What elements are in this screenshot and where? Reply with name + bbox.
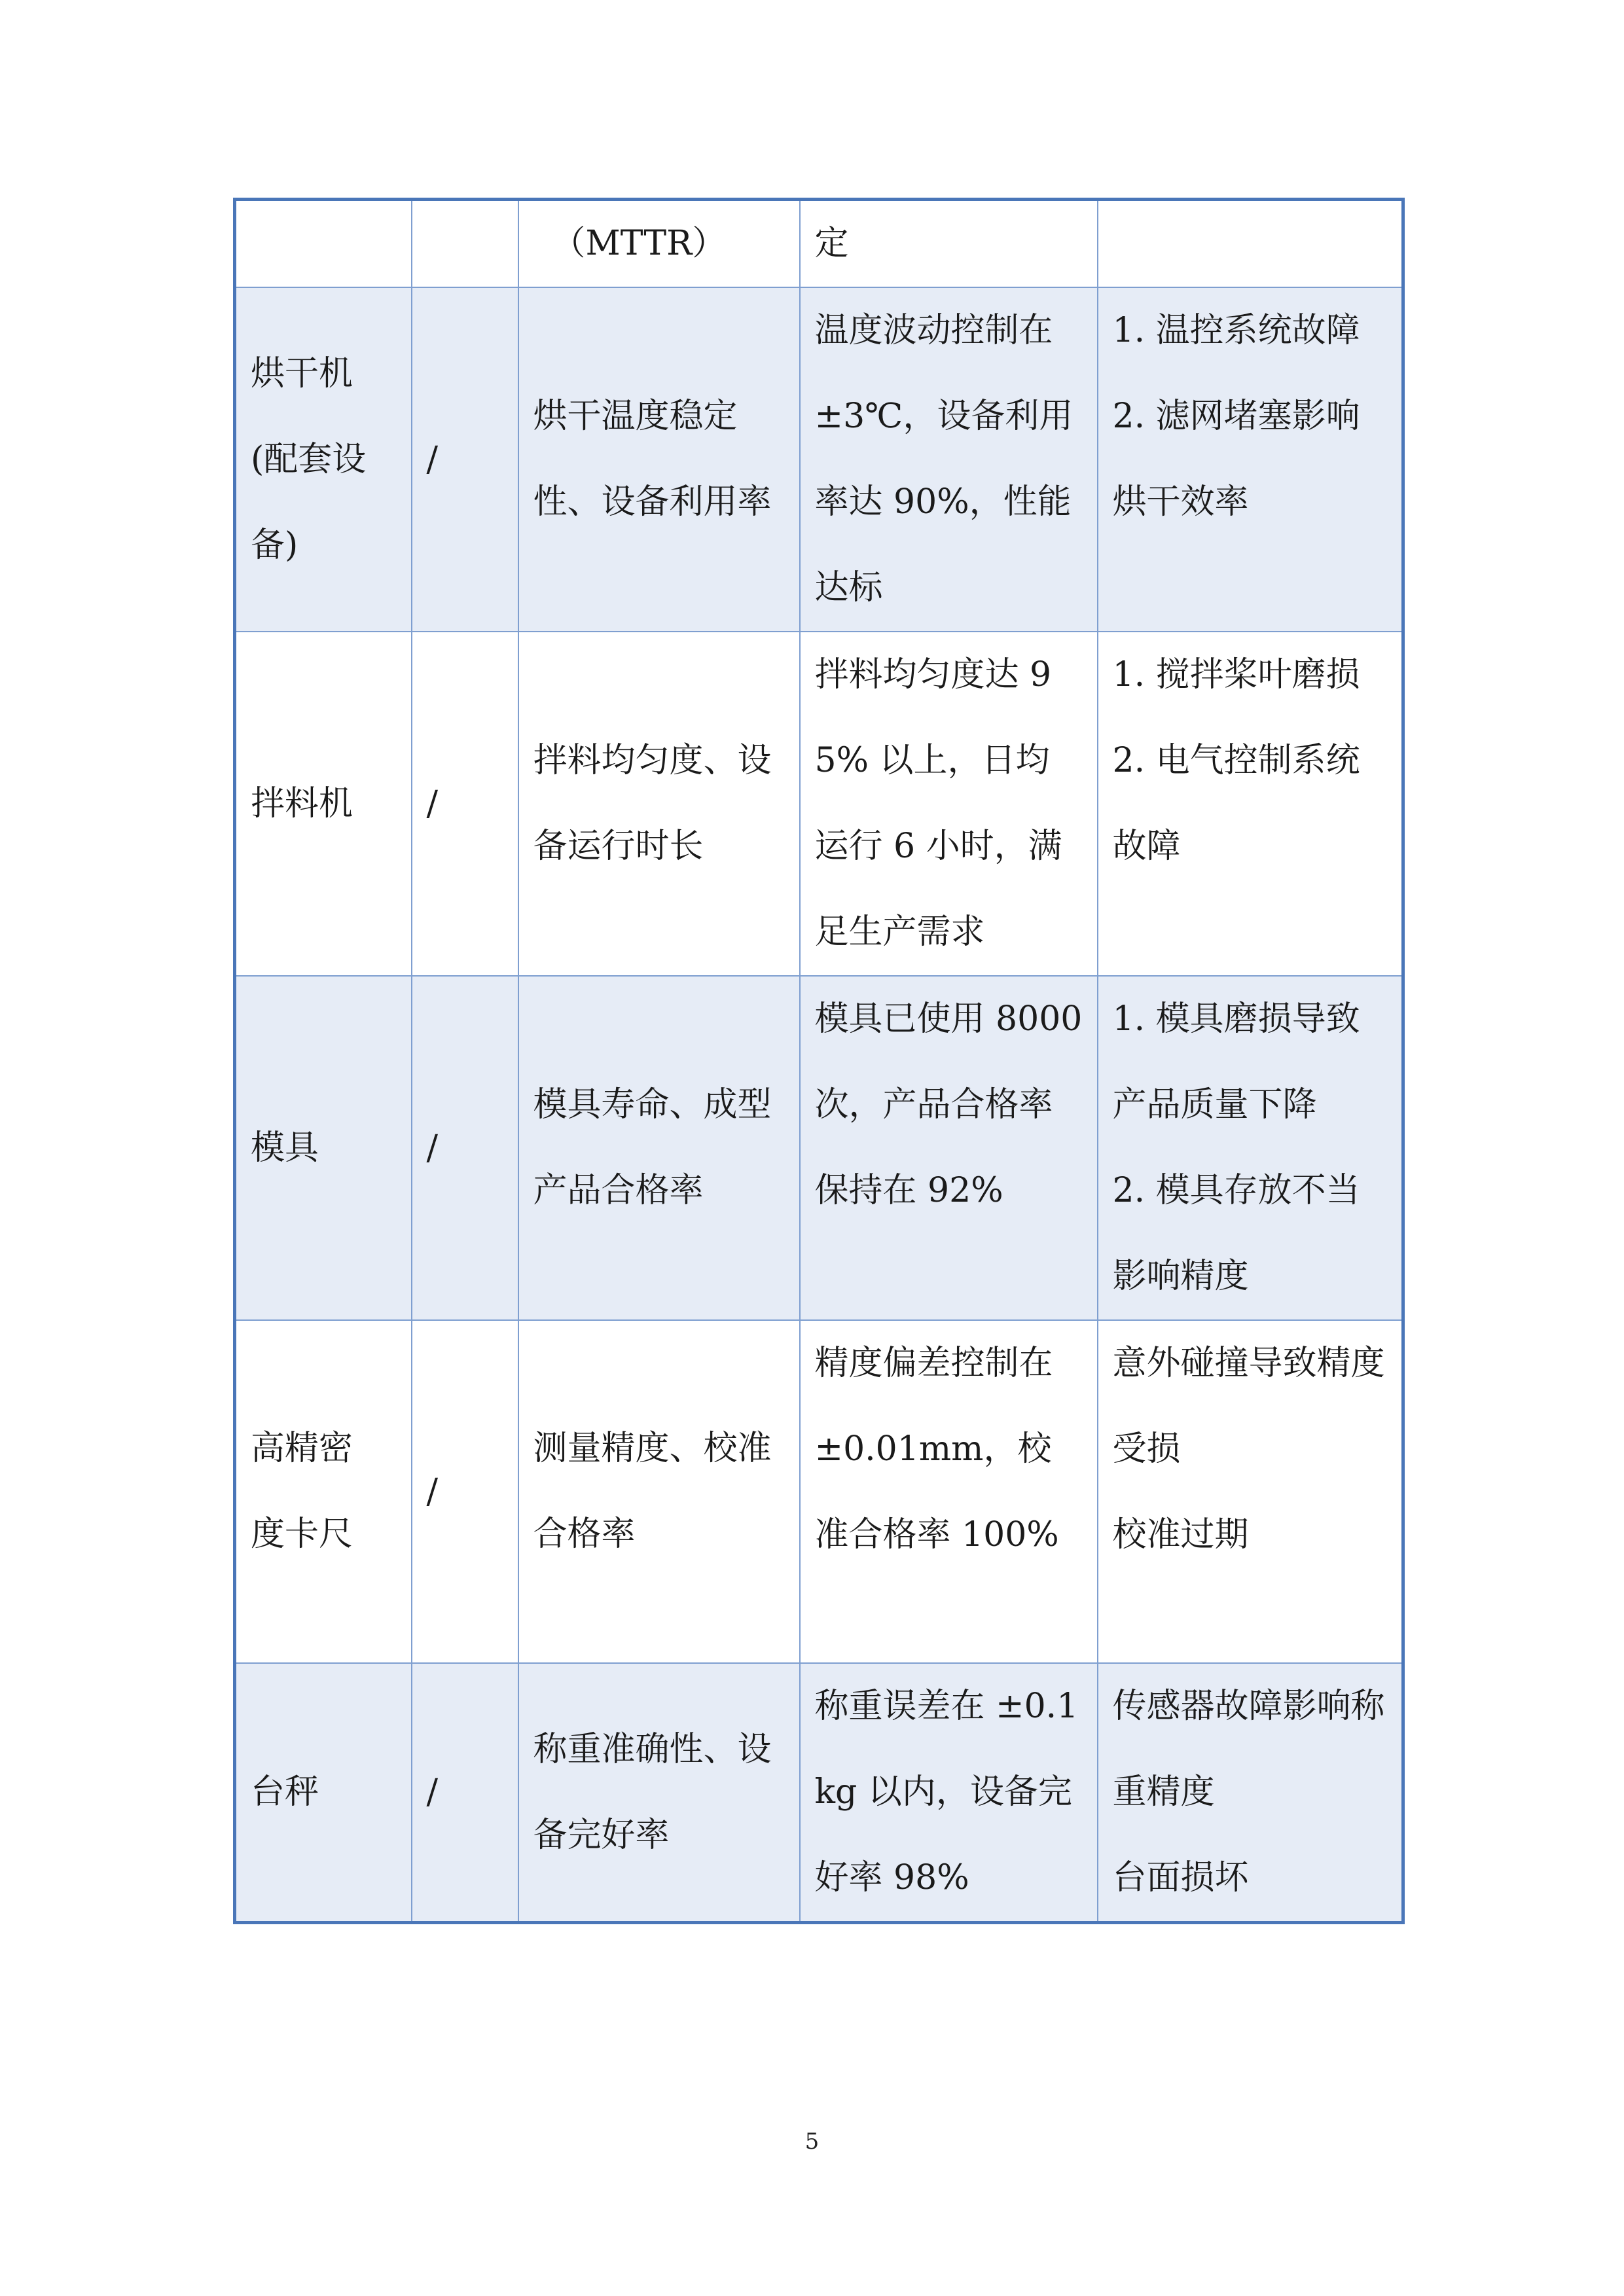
- page-number: 5: [804, 2128, 820, 2155]
- device-name-cell: 高精密度卡尺: [235, 1320, 412, 1663]
- table-row-mixer: [235, 632, 1403, 976]
- table-cell: （MTTR）: [518, 200, 800, 288]
- table-cell: [1098, 200, 1403, 288]
- spec-cell: /: [412, 287, 518, 632]
- table-row-dryer: [235, 287, 1403, 632]
- indicator-cell: 称重准确性、设备完好率: [518, 1663, 800, 1923]
- spec-cell: /: [412, 1320, 518, 1663]
- table-row-continuation: [235, 200, 1403, 288]
- equipment-table: [233, 198, 1405, 1924]
- issues-cell: 意外碰撞导致精度受损 校准过期: [1098, 1320, 1403, 1663]
- table-row-scale: [235, 1663, 1403, 1923]
- issues-cell: 1. 温控系统故障 2. 滤网堵塞影响烘干效率: [1098, 287, 1403, 632]
- device-name-cell: 模具: [235, 976, 412, 1320]
- indicator-cell: 烘干温度稳定性、设备利用率: [518, 287, 800, 632]
- status-cell: 精度偏差控制在 ±0.01mm，校准合格率 100%: [800, 1320, 1098, 1663]
- device-name-cell: 台秤: [235, 1663, 412, 1923]
- table-row-mold: [235, 976, 1403, 1320]
- device-name-cell: 烘干机 (配套设备): [235, 287, 412, 632]
- issues-cell: 1. 模具磨损导致产品质量下降 2. 模具存放不当影响精度: [1098, 976, 1403, 1320]
- issues-cell: 1. 搅拌桨叶磨损 2. 电气控制系统故障: [1098, 632, 1403, 976]
- indicator-cell: 模具寿命、成型产品合格率: [518, 976, 800, 1320]
- status-cell: 温度波动控制在 ±3℃，设备利用率达 90%，性能达标: [800, 287, 1098, 632]
- indicator-cell: 测量精度、校准合格率: [518, 1320, 800, 1663]
- table-cell: [412, 200, 518, 288]
- spec-cell: /: [412, 1663, 518, 1923]
- indicator-cell: 拌料均匀度、设备运行时长: [518, 632, 800, 976]
- spec-cell: /: [412, 976, 518, 1320]
- spec-cell: /: [412, 632, 518, 976]
- table-cell: [235, 200, 412, 288]
- table-row-caliper: [235, 1320, 1403, 1663]
- status-cell: 拌料均匀度达 95% 以上，日均运行 6 小时，满足生产需求: [800, 632, 1098, 976]
- status-cell: 称重误差在 ±0.1kg 以内，设备完好率 98%: [800, 1663, 1098, 1923]
- device-name-cell: 拌料机: [235, 632, 412, 976]
- status-cell: 模具已使用 8000 次，产品合格率保持在 92%: [800, 976, 1098, 1320]
- table-cell: 定: [800, 200, 1098, 288]
- issues-cell: 传感器故障影响称重精度 台面损坏: [1098, 1663, 1403, 1923]
